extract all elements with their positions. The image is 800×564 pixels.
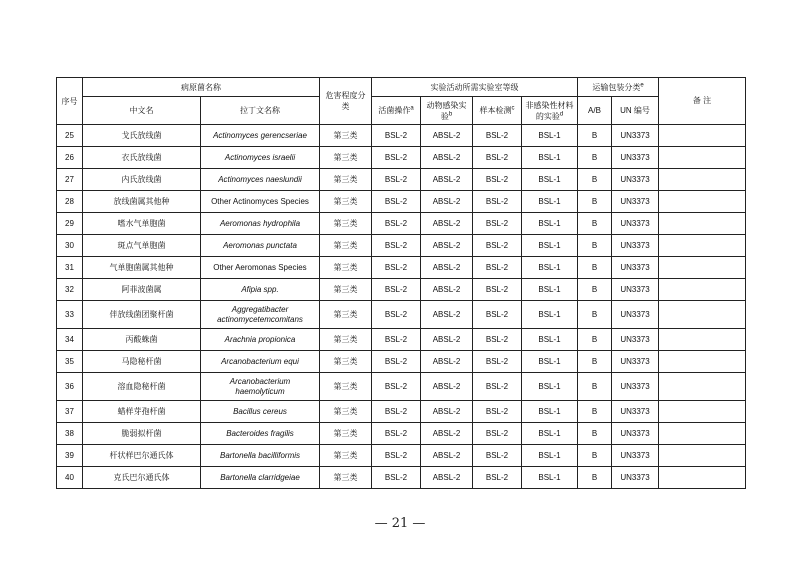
- noninfectious-level: BSL-1: [522, 467, 578, 489]
- header-ab: A/B: [578, 97, 612, 125]
- animal-infection-level: ABSL-2: [421, 423, 473, 445]
- row-number: 25: [57, 125, 83, 147]
- row-number: 40: [57, 467, 83, 489]
- un-number: UN3373: [612, 191, 659, 213]
- live-culture-level: BSL-2: [372, 467, 421, 489]
- table-row: [57, 147, 746, 169]
- live-culture-level: BSL-2: [372, 213, 421, 235]
- chinese-name: 脆弱拟杆菌: [83, 423, 201, 445]
- table-row: [57, 213, 746, 235]
- table-row: [57, 329, 746, 351]
- chinese-name: 丙酸蛛菌: [83, 329, 201, 351]
- un-number: UN3373: [612, 445, 659, 467]
- table-row: [57, 373, 746, 401]
- latin-name: Other Actinomyces Species: [201, 191, 320, 213]
- table-row: [57, 279, 746, 301]
- sample-test-level: BSL-2: [473, 351, 522, 373]
- chinese-name: 衣氏放线菌: [83, 147, 201, 169]
- chinese-name: 内氏放线菌: [83, 169, 201, 191]
- table-row: [57, 401, 746, 423]
- chinese-name: 马隐秘杆菌: [83, 351, 201, 373]
- hazard-class: 第三类: [320, 279, 372, 301]
- remarks-cell: [659, 467, 746, 489]
- live-culture-level: BSL-2: [372, 301, 421, 329]
- sample-test-level: BSL-2: [473, 191, 522, 213]
- remarks-cell: [659, 235, 746, 257]
- table-row: [57, 191, 746, 213]
- animal-infection-level: ABSL-2: [421, 235, 473, 257]
- latin-name: Actinomyces gerencseriae: [201, 125, 320, 147]
- latin-name: Bartonella bacilliformis: [201, 445, 320, 467]
- transport-ab: B: [578, 467, 612, 489]
- header-pathogen-name: 病原菌名称: [83, 78, 320, 97]
- hazard-class: 第三类: [320, 467, 372, 489]
- animal-infection-level: ABSL-2: [421, 329, 473, 351]
- live-culture-level: BSL-2: [372, 351, 421, 373]
- transport-ab: B: [578, 125, 612, 147]
- sample-test-level: BSL-2: [473, 235, 522, 257]
- animal-infection-level: ABSL-2: [421, 125, 473, 147]
- header-seq: 序号: [57, 78, 83, 125]
- un-number: UN3373: [612, 257, 659, 279]
- un-number: UN3373: [612, 125, 659, 147]
- sample-test-level: BSL-2: [473, 147, 522, 169]
- header-noninfectious: 非感染性材料的实验$^d$: [522, 97, 578, 125]
- sample-test-level: BSL-2: [473, 279, 522, 301]
- noninfectious-level: BSL-1: [522, 169, 578, 191]
- header-latin-name: 拉丁文名称: [201, 97, 320, 125]
- hazard-class: 第三类: [320, 445, 372, 467]
- latin-name: Arcanobacterium equi: [201, 351, 320, 373]
- animal-infection-level: ABSL-2: [421, 445, 473, 467]
- live-culture-level: BSL-2: [372, 279, 421, 301]
- table-row: [57, 423, 746, 445]
- hazard-class: 第三类: [320, 351, 372, 373]
- latin-name: Bacillus cereus: [201, 401, 320, 423]
- animal-infection-level: ABSL-2: [421, 467, 473, 489]
- noninfectious-level: BSL-1: [522, 373, 578, 401]
- transport-ab: B: [578, 257, 612, 279]
- animal-infection-level: ABSL-2: [421, 191, 473, 213]
- un-number: UN3373: [612, 213, 659, 235]
- remarks-cell: [659, 279, 746, 301]
- transport-ab: B: [578, 445, 612, 467]
- sample-test-level: BSL-2: [473, 169, 522, 191]
- sample-test-level: BSL-2: [473, 467, 522, 489]
- header-lab-level: 实验活动所需实验室等级: [372, 78, 578, 97]
- sample-test-level: BSL-2: [473, 445, 522, 467]
- remarks-cell: [659, 329, 746, 351]
- chinese-name: 阿菲波菌属: [83, 279, 201, 301]
- row-number: 39: [57, 445, 83, 467]
- noninfectious-level: BSL-1: [522, 301, 578, 329]
- remarks-cell: [659, 191, 746, 213]
- hazard-class: 第三类: [320, 191, 372, 213]
- remarks-cell: [659, 301, 746, 329]
- noninfectious-level: BSL-1: [522, 125, 578, 147]
- live-culture-level: BSL-2: [372, 147, 421, 169]
- hazard-class: 第三类: [320, 301, 372, 329]
- latin-name: Bacteroides fragilis: [201, 423, 320, 445]
- animal-infection-level: ABSL-2: [421, 147, 473, 169]
- hazard-class: 第三类: [320, 235, 372, 257]
- animal-infection-level: ABSL-2: [421, 169, 473, 191]
- table-row: [57, 257, 746, 279]
- hazard-class: 第三类: [320, 125, 372, 147]
- un-number: UN3373: [612, 279, 659, 301]
- hazard-class: 第三类: [320, 373, 372, 401]
- un-number: UN3373: [612, 373, 659, 401]
- row-number: 37: [57, 401, 83, 423]
- noninfectious-level: BSL-1: [522, 401, 578, 423]
- live-culture-level: BSL-2: [372, 257, 421, 279]
- live-culture-level: BSL-2: [372, 401, 421, 423]
- latin-name: Aeromonas punctata: [201, 235, 320, 257]
- header-un: UN 编号: [612, 97, 659, 125]
- latin-name: Other Aeromonas Species: [201, 257, 320, 279]
- row-number: 30: [57, 235, 83, 257]
- row-number: 31: [57, 257, 83, 279]
- sample-test-level: BSL-2: [473, 329, 522, 351]
- un-number: UN3373: [612, 147, 659, 169]
- animal-infection-level: ABSL-2: [421, 401, 473, 423]
- animal-infection-level: ABSL-2: [421, 257, 473, 279]
- animal-infection-level: ABSL-2: [421, 279, 473, 301]
- table-row: [57, 351, 746, 373]
- latin-name: Aeromonas hydrophila: [201, 213, 320, 235]
- noninfectious-level: BSL-1: [522, 279, 578, 301]
- un-number: UN3373: [612, 301, 659, 329]
- row-number: 26: [57, 147, 83, 169]
- transport-ab: B: [578, 351, 612, 373]
- remarks-cell: [659, 147, 746, 169]
- noninfectious-level: BSL-1: [522, 445, 578, 467]
- live-culture-level: BSL-2: [372, 445, 421, 467]
- chinese-name: 伴放线菌团聚杆菌: [83, 301, 201, 329]
- transport-ab: B: [578, 169, 612, 191]
- un-number: UN3373: [612, 351, 659, 373]
- transport-ab: B: [578, 279, 612, 301]
- row-number: 38: [57, 423, 83, 445]
- header-hazard-class: 危害程度分类: [320, 78, 372, 125]
- transport-ab: B: [578, 213, 612, 235]
- noninfectious-level: BSL-1: [522, 213, 578, 235]
- header-transport: 运输包装分类$^e$: [578, 78, 659, 97]
- row-number: 34: [57, 329, 83, 351]
- table-row: [57, 445, 746, 467]
- hazard-class: 第三类: [320, 213, 372, 235]
- row-number: 32: [57, 279, 83, 301]
- table-row: [57, 169, 746, 191]
- animal-infection-level: ABSL-2: [421, 213, 473, 235]
- chinese-name: 杆状样巴尔通氏体: [83, 445, 201, 467]
- noninfectious-level: BSL-1: [522, 351, 578, 373]
- hazard-class: 第三类: [320, 329, 372, 351]
- live-culture-level: BSL-2: [372, 169, 421, 191]
- hazard-class: 第三类: [320, 423, 372, 445]
- row-number: 33: [57, 301, 83, 329]
- animal-infection-level: ABSL-2: [421, 373, 473, 401]
- page-number: — 21 —: [374, 516, 426, 531]
- transport-ab: B: [578, 373, 612, 401]
- latin-name: Actinomyces israelii: [201, 147, 320, 169]
- header-remarks: 备 注: [659, 78, 746, 125]
- sample-test-level: BSL-2: [473, 257, 522, 279]
- transport-ab: B: [578, 147, 612, 169]
- noninfectious-level: BSL-1: [522, 329, 578, 351]
- noninfectious-level: BSL-1: [522, 147, 578, 169]
- transport-ab: B: [578, 191, 612, 213]
- transport-ab: B: [578, 423, 612, 445]
- un-number: UN3373: [612, 423, 659, 445]
- sample-test-level: BSL-2: [473, 213, 522, 235]
- un-number: UN3373: [612, 235, 659, 257]
- latin-name: Bartonella clarridgeiae: [201, 467, 320, 489]
- transport-ab: B: [578, 301, 612, 329]
- table-row: [57, 467, 746, 489]
- live-culture-level: BSL-2: [372, 191, 421, 213]
- header-chinese-name: 中文名: [83, 97, 201, 125]
- remarks-cell: [659, 423, 746, 445]
- live-culture-level: BSL-2: [372, 329, 421, 351]
- live-culture-level: BSL-2: [372, 125, 421, 147]
- remarks-cell: [659, 373, 746, 401]
- header-animal-infection: 动物感染实验$^b$: [421, 97, 473, 125]
- chinese-name: 嗜水气单胞菌: [83, 213, 201, 235]
- pathogen-table: [56, 77, 746, 489]
- hazard-class: 第三类: [320, 147, 372, 169]
- chinese-name: 蜡样芽孢杆菌: [83, 401, 201, 423]
- un-number: UN3373: [612, 329, 659, 351]
- chinese-name: 戈氏放线菌: [83, 125, 201, 147]
- sample-test-level: BSL-2: [473, 373, 522, 401]
- un-number: UN3373: [612, 401, 659, 423]
- un-number: UN3373: [612, 467, 659, 489]
- chinese-name: 放线菌属其他种: [83, 191, 201, 213]
- animal-infection-level: ABSL-2: [421, 351, 473, 373]
- noninfectious-level: BSL-1: [522, 191, 578, 213]
- transport-ab: B: [578, 329, 612, 351]
- remarks-cell: [659, 401, 746, 423]
- row-number: 28: [57, 191, 83, 213]
- sample-test-level: BSL-2: [473, 401, 522, 423]
- chinese-name: 克氏巴尔通氏体: [83, 467, 201, 489]
- row-number: 35: [57, 351, 83, 373]
- latin-name: Afipia spp.: [201, 279, 320, 301]
- live-culture-level: BSL-2: [372, 235, 421, 257]
- hazard-class: 第三类: [320, 169, 372, 191]
- remarks-cell: [659, 125, 746, 147]
- noninfectious-level: BSL-1: [522, 235, 578, 257]
- hazard-class: 第三类: [320, 401, 372, 423]
- latin-name: Arcanobacterium haemolyticum: [201, 373, 320, 401]
- header-sample-test: 样本检测$^c$: [473, 97, 522, 125]
- sample-test-level: BSL-2: [473, 125, 522, 147]
- chinese-name: 气单胞菌属其他种: [83, 257, 201, 279]
- remarks-cell: [659, 351, 746, 373]
- chinese-name: 斑点气单胞菌: [83, 235, 201, 257]
- table-row: [57, 301, 746, 329]
- row-number: 27: [57, 169, 83, 191]
- remarks-cell: [659, 445, 746, 467]
- latin-name: Actinomyces naeslundii: [201, 169, 320, 191]
- live-culture-level: BSL-2: [372, 423, 421, 445]
- noninfectious-level: BSL-1: [522, 423, 578, 445]
- remarks-cell: [659, 169, 746, 191]
- table-row: [57, 235, 746, 257]
- row-number: 29: [57, 213, 83, 235]
- sample-test-level: BSL-2: [473, 423, 522, 445]
- noninfectious-level: BSL-1: [522, 257, 578, 279]
- latin-name: Aggregatibacter actinomycetemcomitans: [201, 301, 320, 329]
- chinese-name: 溶血隐秘杆菌: [83, 373, 201, 401]
- live-culture-level: BSL-2: [372, 373, 421, 401]
- table-row: [57, 125, 746, 147]
- sample-test-level: BSL-2: [473, 301, 522, 329]
- latin-name: Arachnia propionica: [201, 329, 320, 351]
- remarks-cell: [659, 213, 746, 235]
- un-number: UN3373: [612, 169, 659, 191]
- row-number: 36: [57, 373, 83, 401]
- hazard-class: 第三类: [320, 257, 372, 279]
- transport-ab: B: [578, 401, 612, 423]
- animal-infection-level: ABSL-2: [421, 301, 473, 329]
- remarks-cell: [659, 257, 746, 279]
- header-live-culture: 活菌操作$^a$: [372, 97, 421, 125]
- transport-ab: B: [578, 235, 612, 257]
